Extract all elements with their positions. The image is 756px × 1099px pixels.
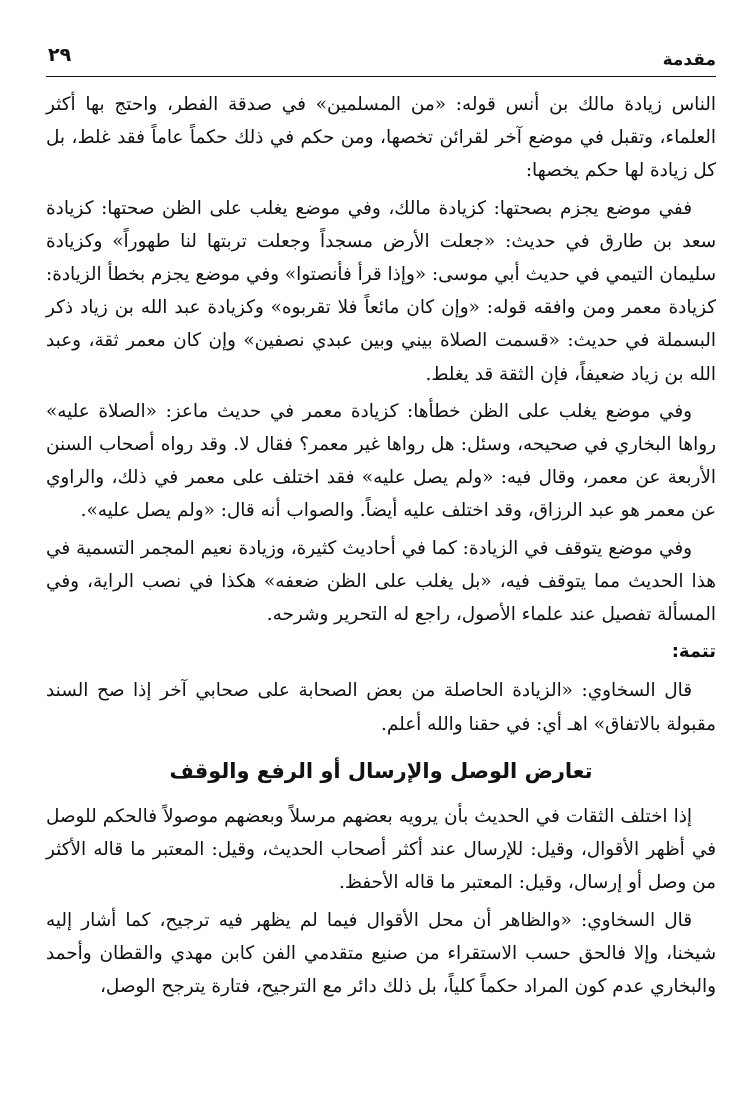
running-header	[46, 40, 716, 77]
tatimma-paragraph: قال السخاوي: «الزيادة الحاصلة من بعض الصحابة على صحابي آخر إذا صح السند مقبولة بالاتفاق» اهـ أي: في حقنا والله أعلم.	[46, 680, 716, 735]
paragraph-4: وفي موضع يتوقف في الزيادة: كما في أحاديث كثيرة، وزيادة نعيم المجمر التسمية في هذا الحديث مما يتوقف فيه، «بل يغلب على الظن ضعفه» هكذا في نصب الراية، وفي المسألة تفصيل عند علماء الأصول، راجع له التحرير وشرحه.	[46, 537, 716, 626]
paragraph-2: ففي موضع يجزم بصحتها: كزيادة مالك، وفي موضع يغلب على الظن صحتها: كزيادة سعد بن طارق في حديث: «جعلت الأرض مسجداً وجعلت تربتها لنا طهوراً» وكزيادة سليمان التيمي في حديث أبي موسى: «وإذا قرأ فأنصتوا» وفي موضع يجزم بخطأ الزيادة: كزيادة معمر ومن وافقه قوله: «وإن كان مائعاً فلا تقربوه» وكزيادة عبد الله بن زياد ذكر البسملة في حديث: «قسمت الصلاة بيني وبين عبدي نصفين» وإن كان معمر ثقة، وعبد الله بن زياد ضعيفاً، فإن الثقة قد يغلط.	[46, 197, 716, 385]
paragraph-1: الناس زيادة مالك بن أنس قوله: «من المسلمين» في صدقة الفطر، واحتج بها أكثر العلماء، وتقبل في موضع آخر لقرائن تخصها، ومن حكم في ذلك حكماً عاماً فقد غلط، بل كل زيادة لها حكم يخصها:	[46, 94, 716, 182]
section-paragraph-2: قال السخاوي: «والظاهر أن محل الأقوال فيما لم يظهر فيه ترجيح، كما أشار إليه شيخنا، وإلا فالحق حسب الاستقراء من صنيع متقدمي الفن كابن مهدي والقطان وأحمد والبخاري عدم كون المراد حكماً كلياً، بل ذلك دائر مع الترجيح، فتارة يترجح الوصل،	[46, 909, 716, 998]
running-header-section: مقدمة	[662, 50, 716, 70]
section-title: تعارض الوصل والإرسال أو الرفع والوقف	[169, 758, 593, 783]
tatimma-heading: تتمة:	[671, 641, 716, 663]
body-text	[46, 88, 716, 1007]
paragraph-3: وفي موضع يغلب على الظن خطأها: كزيادة معمر في حديث ماعز: «الصلاة عليه» رواها البخاري في صحيحه، وسئل: هل رواها غير معمر؟ فقال لا. وقد رواه أصحاب السنن الأربعة عن معمر، وقال فيه: «ولم يصل عليه» فقد اختلف على معمر في ذلك، والراوي عن معمر هو عبد الرزاق، وقد اختلف عليه أيضاً. والصواب أنه قال: «ولم يصل عليه».	[46, 400, 716, 522]
page-number: ٢٩	[48, 44, 72, 66]
section-paragraph-1: إذا اختلف الثقات في الحديث بأن يرويه بعضهم مرسلاً وبعضهم موصولاً فالحكم للوصل في أظهر الأقوال، وقيل: للإرسال عند أكثر أصحاب الحديث، وقيل: المعتبر ما قاله الأكثر من وصل أو إرسال، وقيل: المعتبر ما قاله الأحفظ.	[46, 806, 716, 894]
